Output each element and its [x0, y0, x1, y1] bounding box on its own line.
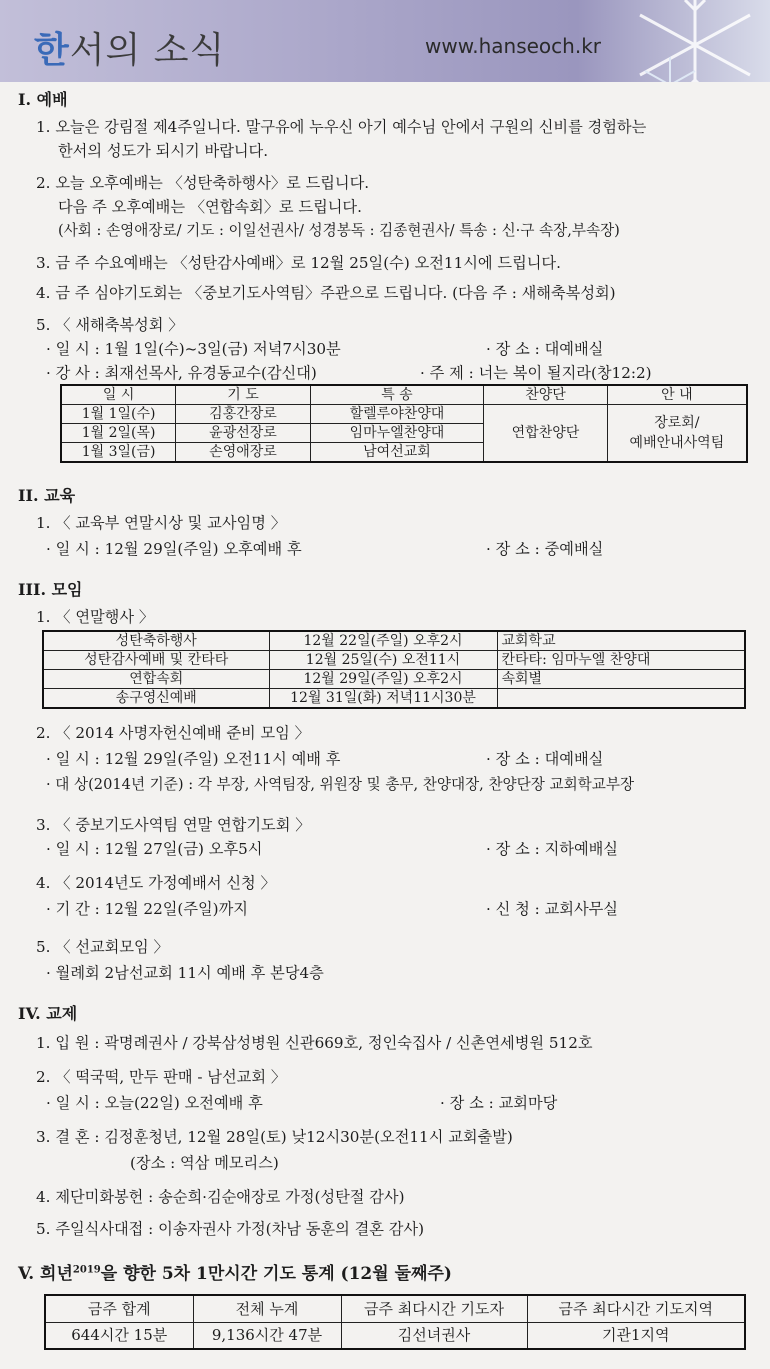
section-title-fellowship: IV. 교제: [18, 1004, 78, 1023]
section-title-meetings: III. 모임: [18, 580, 83, 599]
table-cell: 기관1지역: [527, 1322, 745, 1349]
table-header: 기 도: [176, 385, 311, 405]
event-note: 교회학교: [497, 631, 745, 651]
table-row: [43, 651, 745, 670]
worship-item-2: 2. 오늘 오후예배는 〈성탄축하행사〉로 드립니다.: [36, 174, 370, 192]
praise-team-cell: 연합찬양단: [484, 405, 608, 463]
fellowship-item-1: 1. 입 원 : 곽명례권사 / 강북삼성병원 신관669호, 정인숙집사 / 신촌연세병원 512호: [36, 1034, 593, 1052]
table-cell: 임마누엘찬양대: [310, 424, 483, 443]
fellowship-item-4: 4. 제단미화봉헌 : 송순희·김순애장로 가정(성탄절 감사): [36, 1188, 405, 1206]
table-cell: 1월 3일(금): [61, 443, 176, 463]
guide-cell: [607, 405, 747, 463]
section-title-prayer-stats: [18, 1262, 452, 1287]
table-header: 찬양단: [484, 385, 608, 405]
table-cell: 1월 2일(목): [61, 424, 176, 443]
revival-date: · 일 시 : 1월 1일(수)~3일(금) 저녁7시30분: [46, 340, 341, 358]
event-note: [497, 689, 745, 709]
event-note: 칸타타: 임마누엘 찬양대: [497, 651, 745, 670]
fellowship-item-3: 3. 결 혼 : 김정훈청년, 12월 28일(토) 낮12시30분(오전11시 교회출발): [36, 1128, 513, 1146]
table-cell: 남여선교회: [310, 443, 483, 463]
fellowship-item-2: 2. 〈 떡국떡, 만두 판매 - 남선교회 〉: [36, 1068, 287, 1086]
table-row: [45, 1295, 745, 1322]
table-header: 금주 최다시간 기도자: [341, 1295, 527, 1322]
year-end-events-table: [42, 630, 746, 709]
event-name: 연합속회: [43, 670, 269, 689]
table-header: 전체 누계: [193, 1295, 341, 1322]
dedication-target: · 대 상(2014년 기준) : 각 부장, 사역팀장, 위원장 및 총무, 찬양대장, 찬양단장 교회학교부장: [46, 776, 635, 793]
event-note: 속회별: [497, 670, 745, 689]
sale-date: · 일 시 : 오늘(22일) 오전예배 후: [46, 1094, 263, 1112]
table-header: 특 송: [310, 385, 483, 405]
meetings-item-5: 5. 〈 선교회모임 〉: [36, 938, 169, 956]
guide-line-2: 예배안내사역팀: [629, 435, 725, 451]
table-cell: 할렐루야찬양대: [310, 405, 483, 424]
section-title-prayer-stats-sup: 2019: [72, 1264, 101, 1276]
website-url: www.hanseoch.kr: [425, 34, 601, 58]
event-time: 12월 29일(주일) 오후2시: [269, 670, 497, 689]
worship-item-3: 3. 금 주 수요예배는 〈성탄감사예배〉로 12월 25일(수) 오전11시에 드립니다.: [36, 254, 561, 272]
table-row: [45, 1322, 745, 1349]
event-name: 성탄축하행사: [43, 631, 269, 651]
meetings-item-4: 4. 〈 2014년도 가정예배서 신청 〉: [36, 874, 276, 892]
event-time: 12월 25일(수) 오전11시: [269, 651, 497, 670]
worship-item-2-next: 다음 주 오후예배는 〈연합속회〉로 드립니다.: [58, 198, 362, 216]
worship-item-1-cont: 한서의 성도가 되시기 바랍니다.: [58, 142, 269, 160]
fellowship-item-5: 5. 주일식사대접 : 이송자권사 가정(차남 동훈의 결혼 감사): [36, 1220, 425, 1238]
table-cell: 김선녀권사: [341, 1322, 527, 1349]
dedication-date: · 일 시 : 12월 29일(주일) 오전11시 예배 후: [46, 750, 341, 768]
prayer-date: · 일 시 : 12월 27일(금) 오후5시: [46, 840, 263, 858]
worship-item-5: 5. 〈 새해축복성회 〉: [36, 316, 184, 334]
worship-item-2-roles: (사회 : 손영애장로/ 기도 : 이일선권사/ 성경봉독 : 김종현권사/ 특송 : 신·구 속장,부속장): [58, 222, 620, 239]
worship-item-1: 1. 오늘은 강림절 제4주일니다. 말구유에 누우신 아기 예수님 안에서 구원의 신비를 경험하는: [36, 118, 647, 136]
revival-speaker: · 강 사 : 최재선목사, 유경동교수(감신대): [46, 364, 317, 382]
event-time: 12월 31일(화) 저녁11시30분: [269, 689, 497, 709]
table-cell: 김홍간장로: [176, 405, 311, 424]
event-name: 송구영신예배: [43, 689, 269, 709]
meetings-item-1: 1. 〈 연말행사 〉: [36, 608, 155, 626]
page-title: 한서의 소식: [34, 30, 226, 71]
section-title-prayer-stats-b: 을 향한 5차 1만시간 기도 통계 (12월 둘째주): [100, 1264, 452, 1284]
dedication-place: · 장 소 : 대예배실: [486, 750, 604, 768]
devotional-apply: · 신 청 : 교회사무실: [486, 900, 618, 918]
wedding-place: (장소 : 역삼 메모리스): [130, 1154, 279, 1172]
guide-line-1: 장로회/: [654, 415, 700, 431]
mission-meeting: · 월례회 2남선교회 11시 예배 후 본당4층: [46, 964, 324, 982]
table-row: [43, 670, 745, 689]
worship-item-4: 4. 금 주 심야기도회는 〈중보기도사역팀〉주관으로 드립니다. (다음 주 : 새해축복성회): [36, 284, 616, 302]
table-row: [43, 689, 745, 709]
table-cell: 손영애장로: [176, 443, 311, 463]
prayer-stats-table: [44, 1294, 746, 1350]
revival-schedule-table: [60, 384, 748, 463]
page-header: [0, 0, 770, 82]
meetings-item-2: 2. 〈 2014 사명자헌신예배 준비 모임 〉: [36, 724, 310, 742]
table-header: 안 내: [607, 385, 747, 405]
table-row: [43, 631, 745, 651]
education-date: · 일 시 : 12월 29일(주일) 오후예배 후: [46, 540, 302, 558]
meetings-item-3: 3. 〈 중보기도사역팀 연말 연합기도회 〉: [36, 816, 311, 834]
table-cell: 윤광선장로: [176, 424, 311, 443]
table-cell: 1월 1일(수): [61, 405, 176, 424]
table-header: 일 시: [61, 385, 176, 405]
revival-theme: · 주 제 : 너는 복이 될지라(창12:2): [420, 364, 652, 382]
sale-place: · 장 소 : 교회마당: [440, 1094, 558, 1112]
event-name: 성탄감사예배 및 칸타타: [43, 651, 269, 670]
event-time: 12월 22일(주일) 오후2시: [269, 631, 497, 651]
table-cell: 644시간 15분: [45, 1322, 193, 1349]
snowflake-icon: [640, 55, 700, 82]
table-header: 금주 최다시간 기도지역: [527, 1295, 745, 1322]
education-item-1: 1. 〈 교육부 연말시상 및 교사임명 〉: [36, 514, 286, 532]
bulletin-content: [0, 82, 770, 1369]
prayer-place: · 장 소 : 지하예배실: [486, 840, 618, 858]
table-cell: 9,136시간 47분: [193, 1322, 341, 1349]
devotional-period: · 기 간 : 12월 22일(주일)까지: [46, 900, 248, 918]
section-title-worship: I. 예배: [18, 90, 68, 109]
revival-place: · 장 소 : 대예배실: [486, 340, 604, 358]
education-place: · 장 소 : 중예배실: [486, 540, 604, 558]
table-header: 금주 합계: [45, 1295, 193, 1322]
section-title-prayer-stats-a: V. 희년: [18, 1264, 73, 1284]
section-title-education: II. 교육: [18, 486, 76, 505]
